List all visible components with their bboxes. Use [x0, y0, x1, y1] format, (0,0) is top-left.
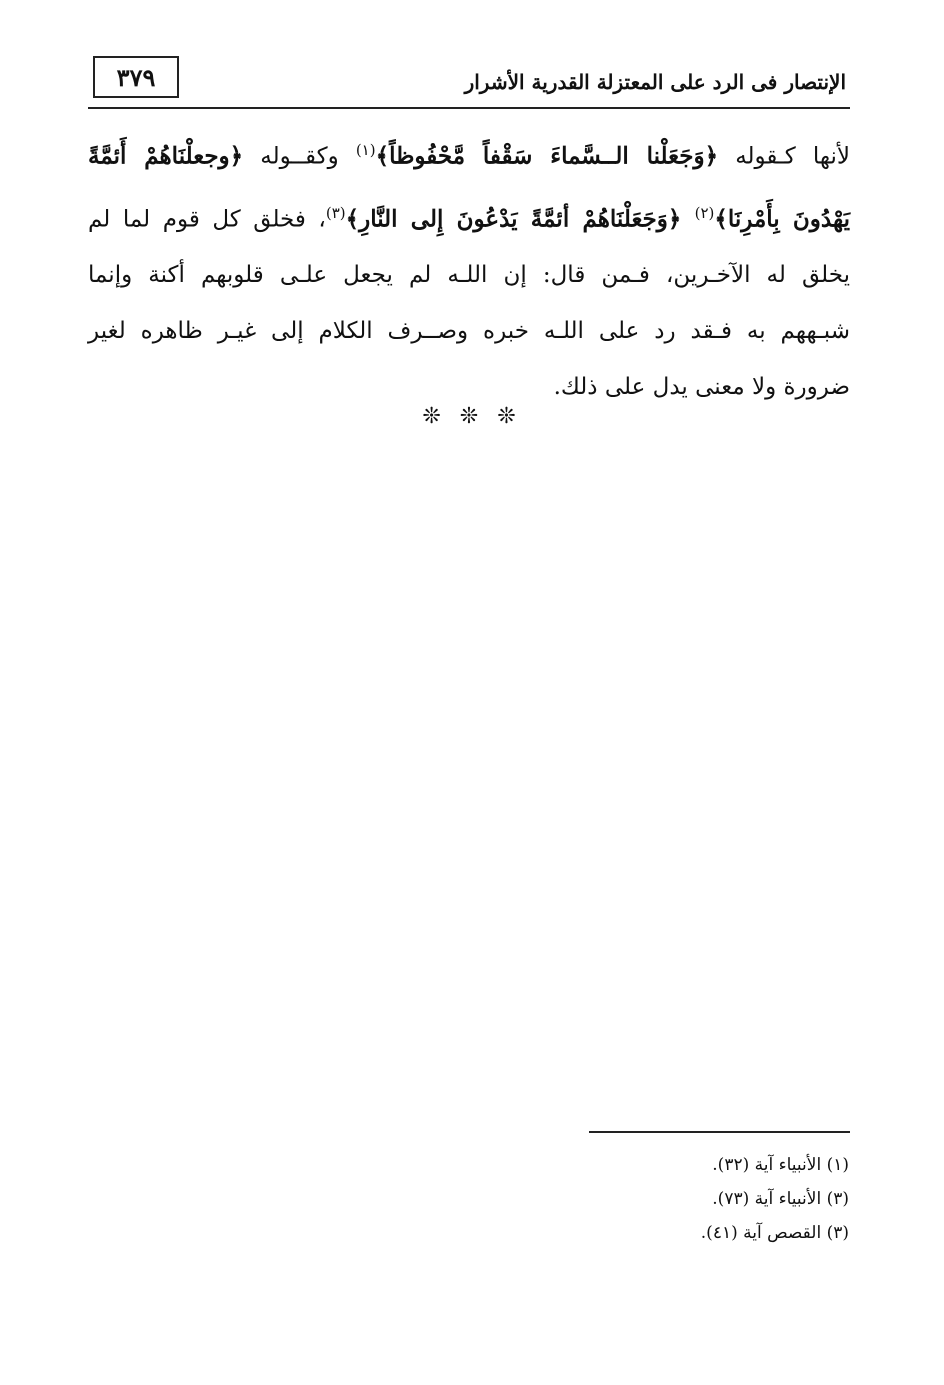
footnote-1: (١) الأنبياء آية (٣٢).	[712, 1155, 849, 1175]
section-separator: ❊ ❊ ❊	[422, 404, 522, 429]
paragraph-line-1	[88, 122, 850, 185]
paragraph-line-5: ضرورة ولا معنى يدل على ذلك.	[553, 374, 850, 401]
header-divider	[88, 107, 850, 109]
footnote-reference: (٢)	[694, 203, 715, 222]
footnote-3: (٣) القصص آية (٤١).	[700, 1223, 849, 1243]
text-segment: ، فخلق كل قوم لما لم	[88, 206, 326, 233]
footnotes	[349, 1148, 849, 1250]
page-number	[93, 56, 179, 98]
text-segment: لأنها كـقوله	[718, 143, 851, 170]
quran-quote: ﴿وَجَعَلْنَاهُمْ أئمَّةً يَدْعُونَ إِلى النَّارِ﴾	[345, 205, 695, 233]
text-segment: وكقــوله	[243, 143, 356, 170]
quran-quote: يَهْدُونَ بِأَمْرِنَا﴾	[714, 205, 850, 233]
footnote-reference: (٣)	[325, 203, 346, 222]
quran-quote: ﴿وَجَعَلْنا الــسَّماءَ سَقْفاً مَّحْفُوظاً﴾	[375, 142, 719, 170]
running-header-title: الإنتصار فى الرد على المعتزلة القدرية الأشرار	[464, 70, 846, 94]
paragraph-line-4: شبـههم به فـقد رد على اللـه خبره وصــرف الكلام إلى غيـر ظاهره لغير	[88, 318, 850, 345]
paragraph-line-2	[88, 185, 850, 248]
page-number-text: ٣٧٩	[116, 62, 156, 92]
footnote-divider	[589, 1131, 850, 1133]
quran-quote: ﴿وجعلْنَاهُمْ أَئمَّةً	[88, 142, 244, 170]
footnote-reference: (١)	[355, 141, 376, 159]
footnote-2: (٣) الأنبياء آية (٧٣).	[712, 1189, 849, 1209]
paragraph-line-3: يخلق له الآخـرين، فـمن قال: إن اللـه لم يجعل علـى قلوبهم أكنة وإنما	[88, 262, 850, 289]
main-paragraph	[88, 122, 850, 415]
